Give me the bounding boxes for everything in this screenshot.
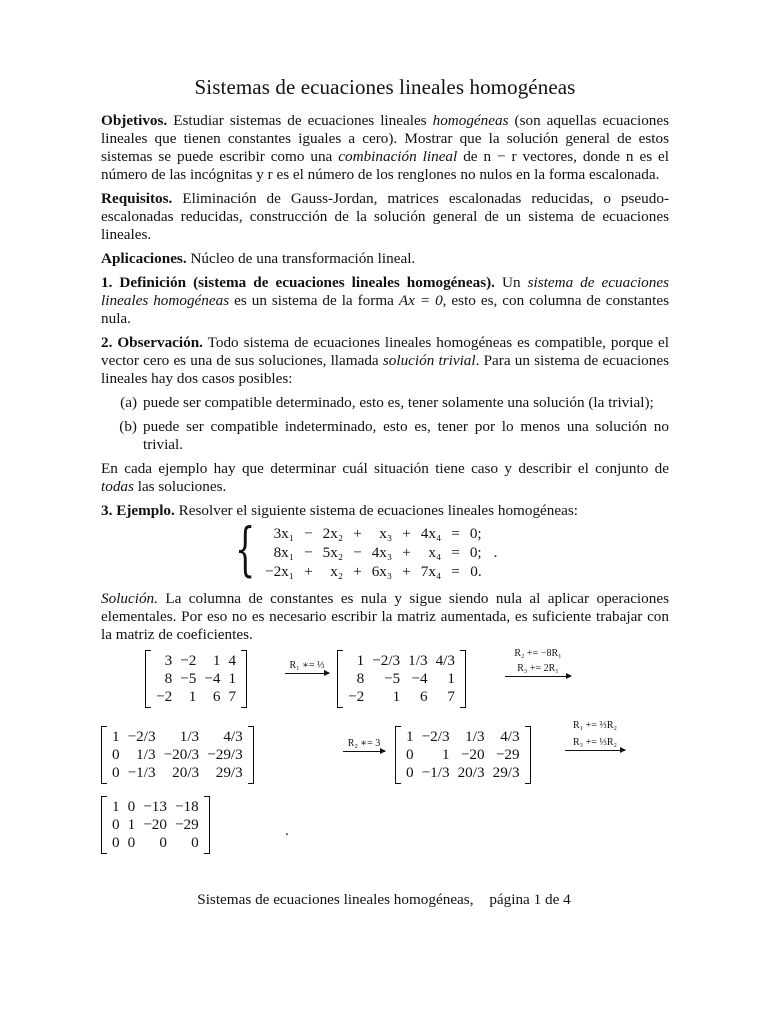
matrix-row-2: [101, 720, 669, 788]
term: 7x₄: [420, 562, 442, 580]
operator: =: [451, 524, 460, 542]
matrix-cell: 8: [356, 670, 365, 687]
ejemplo-label: 3. Ejemplo.: [101, 502, 175, 519]
row-op-label: R₃ += ⅓R₂: [572, 737, 618, 748]
text: de n − r vectores, donde n es el número de las incógnitas y r es el número de los renglones no nulos en la forma escalonada.: [101, 148, 670, 183]
text: las soluciones.: [137, 478, 227, 495]
case-label: (b): [119, 418, 137, 435]
matrix-row: [402, 746, 524, 764]
operator: =: [451, 543, 460, 561]
document-page: [101, 75, 670, 858]
matrix-row: [344, 688, 459, 706]
matrix-row: [108, 728, 247, 746]
text: , esto es, con columna de constantes nula.: [101, 292, 669, 327]
matrix-cell: −2: [156, 688, 173, 705]
operator: +: [402, 543, 411, 561]
term: 5x₂: [322, 543, 344, 561]
row-op-arrow-1: [285, 660, 329, 674]
text: Eliminación de Gauss-Jordan, matrices escalonadas reducidas, o pseudo-escalonadas reducidas, construcción de la solución general de un sistema de ecuaciones lineales.: [101, 190, 670, 243]
matrix-m2: [337, 650, 466, 708]
matrix-cell: 4/3: [435, 652, 455, 669]
matrix-cell: 1: [406, 728, 414, 745]
text: Resolver el siguiente sistema de ecuaciones lineales homogéneas:: [178, 502, 579, 519]
matrix-cell: −20/3: [163, 746, 200, 763]
matrix-cell: 1: [127, 816, 136, 833]
equation-row: [259, 524, 503, 543]
matrix-cell: 0: [159, 834, 167, 851]
matrix-cell: 0: [406, 746, 414, 763]
text: En cada ejemplo hay que determinar cuál situación tiene caso y describir el conjunto de: [101, 460, 669, 477]
operator: =: [451, 562, 460, 580]
text: es un sistema de la forma: [234, 292, 394, 309]
solucion-label: Solución.: [101, 590, 158, 607]
aplicaciones-paragraph: [101, 250, 669, 268]
operator: −: [304, 543, 313, 561]
text-italic: combinación lineal: [338, 148, 458, 165]
system-table: [259, 524, 503, 581]
term: 4x₃: [371, 543, 393, 561]
matrix-row: [108, 834, 203, 852]
term: 8x₁: [273, 543, 295, 561]
matrix-cell: −29: [174, 816, 199, 833]
matrix-cell: 1: [392, 688, 401, 705]
matrix-row: [402, 764, 524, 782]
matrix-row-1: [101, 648, 669, 712]
matrix-cell: −4: [411, 670, 428, 687]
system-end-dot: .: [493, 543, 498, 561]
matrix-cell: 3: [164, 652, 173, 669]
list-item: [101, 394, 669, 412]
term: 0;: [469, 524, 482, 542]
matrix-cell: 0: [112, 834, 120, 851]
matrix-cell: −29: [495, 746, 520, 763]
requisitos-label: Requisitos.: [101, 190, 173, 207]
arrow-line: [285, 673, 329, 674]
definicion-label: 1. Definición (sistema de ecuaciones lineales homogéneas).: [101, 274, 495, 291]
objetivos-label: Objetivos.: [101, 112, 168, 129]
term: 0;: [469, 543, 482, 561]
matrix-row: [108, 816, 203, 834]
matrix-cell: −2/3: [421, 728, 450, 745]
row-op-label: R₂ ∗= 3: [347, 738, 381, 749]
operator: −: [353, 543, 362, 561]
matrix-cell: 0: [127, 798, 136, 815]
matrix-cell: −5: [383, 670, 401, 687]
matrix-cell: 8: [164, 670, 173, 687]
row-op-label: R₂ += −8R₁: [514, 648, 562, 659]
ejemplo-paragraph: [101, 502, 669, 520]
matrix-cell: 29/3: [215, 764, 243, 781]
matrix-cell: 1: [441, 746, 450, 763]
operator: −: [304, 524, 313, 542]
matrix-row: [402, 728, 524, 746]
case-label: (a): [120, 394, 137, 411]
cada-ejemplo-paragraph: [101, 460, 669, 496]
equation-row: [259, 562, 503, 581]
row-op-label: R₁ += ⅔R₂: [572, 720, 618, 731]
case-text: puede ser compatible determinado, esto es, tener solamente una solución (la trivial);: [143, 394, 654, 411]
row-op-arrow-4: [565, 720, 625, 751]
term: −2x₁: [265, 562, 295, 580]
matrix-cell: −13: [143, 798, 167, 815]
matrix-cell: 1: [228, 670, 237, 687]
cases-list: [101, 394, 669, 454]
equation-system: [101, 515, 669, 583]
matrix-cell: −2/3: [372, 652, 401, 669]
matrix-cell: −20: [460, 746, 485, 763]
matrix-row: [108, 746, 247, 764]
text: Estudiar sistemas de ecuaciones lineales: [173, 112, 427, 129]
row-op-arrow-3: [343, 738, 385, 752]
matrix-row: [152, 652, 240, 670]
matrix-cell: 1/3: [136, 746, 156, 763]
matrix-cell: 1/3: [408, 652, 428, 669]
text-italic: todas: [101, 478, 134, 495]
operator: +: [402, 524, 411, 542]
aplicaciones-label: Aplicaciones.: [101, 250, 187, 267]
operator: +: [402, 562, 411, 580]
definicion-paragraph: [101, 274, 669, 328]
term: 3x₁: [273, 524, 295, 542]
term: 0.: [470, 562, 482, 580]
matrix-cell: 1: [447, 670, 455, 687]
matrix-cell: −20: [143, 816, 167, 833]
arrow-line: [505, 676, 571, 677]
matrix-row: [108, 798, 203, 816]
operator: +: [353, 562, 362, 580]
matrix-cell: 20/3: [172, 764, 200, 781]
matrix-cell: 1: [112, 728, 120, 745]
matrix-cell: 1: [188, 688, 197, 705]
matrix-cell: 0: [112, 746, 120, 763]
left-brace: {: [235, 515, 256, 583]
matrix-row: [152, 670, 240, 688]
matrix-m4: [395, 726, 531, 784]
term: x₂: [330, 562, 344, 580]
matrix-cell: −2: [180, 652, 197, 669]
observacion-paragraph: [101, 334, 669, 388]
matrix-cell: −1/3: [421, 764, 450, 781]
solucion-paragraph: [101, 590, 669, 644]
matrix-cell: 6: [419, 688, 428, 705]
case-text: puede ser compatible indeterminado, esto es, tener por lo menos una solución no trivial.: [143, 418, 669, 453]
matrix-cell: 1: [112, 798, 120, 815]
matrix-cell: 4/3: [223, 728, 243, 745]
matrix-cell: 0: [127, 834, 136, 851]
matrix-cell: 29/3: [492, 764, 520, 781]
matrix-m1: [145, 650, 247, 708]
page-title: Sistemas de ecuaciones lineales homogéneas: [194, 75, 576, 99]
observacion-label: 2. Observación.: [101, 334, 203, 351]
term: 2x₂: [322, 524, 344, 542]
row-op-label: R₁ ∗= ⅓: [289, 660, 325, 671]
text: La columna de constantes es nula y sigue siendo nula al aplicar operaciones elementales. Por eso no es necesario escribir la matriz aumentada, es suficiente trabajar con la matriz de coeficientes.: [101, 590, 669, 643]
matrix-cell: 1/3: [179, 728, 200, 745]
matrix-cell: −5: [180, 670, 197, 687]
text: . Para un sistema de ecuaciones lineales hay dos casos posibles:: [101, 352, 669, 387]
matrix-row: [344, 652, 459, 670]
footer-title: Sistemas de ecuaciones lineales homogéneas,: [197, 891, 474, 908]
operator: +: [353, 524, 362, 542]
matrix-cell: 7: [447, 688, 455, 705]
term: x₄: [428, 543, 442, 561]
matrix-m5: [101, 796, 210, 854]
term: 6x₃: [371, 562, 393, 580]
matrix-row: [344, 670, 459, 688]
term: x₃: [379, 524, 393, 542]
matrix-row: [108, 764, 247, 782]
end-dot: .: [285, 822, 289, 839]
page-footer: [0, 891, 768, 909]
text: (son aquellas ecuaciones lineales que tienen constantes iguales a cero). Mostrar que la solución general de estos sistemas se puede escribir como una: [101, 112, 670, 165]
matrix-cell: 1/3: [465, 728, 485, 745]
formula: Ax = 0: [398, 292, 443, 309]
arrow-line: [565, 750, 625, 751]
text: Núcleo de una transformación lineal.: [190, 250, 416, 267]
matrix-cell: −18: [174, 798, 199, 815]
text: Un: [502, 274, 521, 291]
matrix-cell: 0: [112, 816, 120, 833]
matrix-m3: [101, 726, 254, 784]
operator: +: [304, 562, 313, 580]
matrix-cell: 0: [406, 764, 414, 781]
matrix-cell: −2: [348, 688, 365, 705]
matrix-row-3: [101, 794, 669, 858]
matrix-cell: 4/3: [500, 728, 520, 745]
matrix-cell: 0: [191, 834, 199, 851]
requisitos-paragraph: [101, 190, 669, 244]
matrix-row: [152, 688, 240, 706]
matrix-cell: 6: [212, 688, 221, 705]
matrix-cell: 20/3: [457, 764, 485, 781]
row-op-label: R₃ += 2R₁: [517, 663, 559, 674]
matrix-cell: 1: [212, 652, 221, 669]
matrix-cell: −29/3: [207, 746, 243, 763]
equation-row: [259, 543, 503, 562]
text-italic: sistema de ecuaciones lineales homogéneas: [101, 274, 670, 309]
row-op-arrow-2: [505, 648, 571, 677]
matrix-cell: 1: [356, 652, 365, 669]
page-number: página 1 de 4: [489, 891, 571, 908]
text: Todo sistema de ecuaciones lineales homogéneas es compatible, porque el vector cero es una de sus soluciones, llamada: [101, 334, 669, 369]
objetivos-paragraph: [101, 112, 669, 184]
term: 4x₄: [420, 524, 442, 542]
text-italic: homogéneas: [432, 112, 509, 129]
matrix-cell: 4: [228, 652, 237, 669]
matrix-cell: −4: [204, 670, 221, 687]
matrix-cell: −2/3: [127, 728, 156, 745]
matrix-cell: 7: [228, 688, 237, 705]
matrix-cell: −1/3: [127, 764, 156, 781]
matrix-cell: 0: [112, 764, 120, 781]
list-item: [101, 418, 669, 454]
arrow-line: [343, 751, 385, 752]
text-italic: solución trivial: [382, 352, 476, 369]
